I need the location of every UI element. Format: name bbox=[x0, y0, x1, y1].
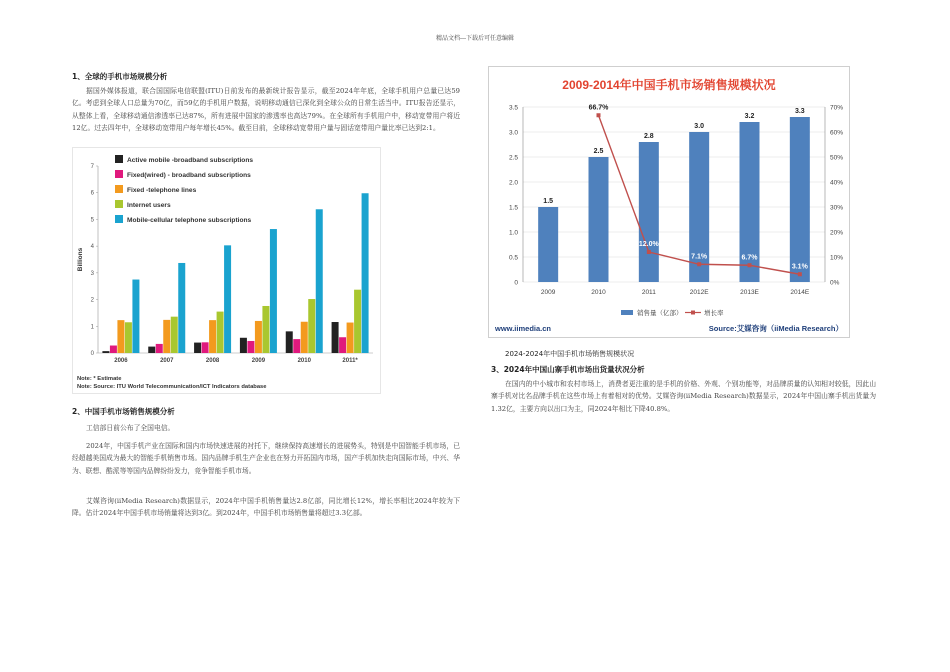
y-tick-label: 1 bbox=[90, 324, 94, 331]
y-tick-label: 6 bbox=[90, 190, 94, 197]
bar bbox=[262, 306, 269, 353]
x-tick-label: 2009 bbox=[251, 358, 266, 364]
x-tick-label: 2011* bbox=[342, 358, 358, 364]
y-tick-label: 2.5 bbox=[508, 154, 518, 162]
bar bbox=[347, 323, 354, 353]
source-url: www.iimedia.cn bbox=[495, 324, 551, 333]
y-tick-label: 0 bbox=[90, 351, 94, 357]
bar bbox=[301, 322, 308, 353]
bar bbox=[148, 347, 155, 353]
y-tick-label: 1.0 bbox=[508, 229, 518, 237]
page-header: 精品文档---下载后可任意编辑 bbox=[435, 35, 515, 42]
y2-tick-label: 70% bbox=[830, 104, 844, 112]
chart-title: 2009-2014年中国手机市场销售规模状况 bbox=[562, 78, 776, 92]
bar bbox=[132, 280, 139, 353]
x-tick-label: 2010 bbox=[591, 289, 606, 296]
bar bbox=[255, 321, 262, 353]
bar bbox=[125, 322, 132, 353]
y2-tick-label: 20% bbox=[830, 229, 844, 237]
bar bbox=[156, 344, 163, 353]
y-tick-label: 3.0 bbox=[508, 129, 518, 137]
bar bbox=[308, 299, 315, 353]
x-tick-label: 2009 bbox=[540, 289, 556, 296]
y-tick-label: 0.5 bbox=[508, 254, 518, 262]
bar-data-label: 3.3 bbox=[794, 108, 805, 115]
bar bbox=[194, 343, 201, 353]
section1-heading: 1、全球的手机市场规模分析 bbox=[72, 72, 168, 81]
section2-paragraph-3: 艾媒咨询(iiMedia Research)数据显示，2024年中国手机销售量达2.8亿部，同比增长12%，增长率相比2024年较为下降。估计2024年中国手机市场销量将达到3亿。到2024年，中国手机市场销售量将超过3.3亿部。 bbox=[72, 497, 460, 518]
bar bbox=[589, 157, 609, 282]
section1-paragraph: 据国外媒体报道，联合国国际电信联盟(ITU)日前发布的最新统计报告显示，截至2024年年底，全球手机用户总量已达59亿。考虑到全球人口总量为70亿，而59亿的手机用户数据，说明移动通信已深化到全球公众的日常生活当中。ITU报告还显示，从整体上看，全球移动通信渗透率已达87%，所有进展中国家的渗透率也高达79%。在全球所有手机用户中，移动宽带用户将近12亿。过去四年中，全球移动宽带用户每年增长45%。截至目前，全球移动宽带用户量与固话宽带用户量比率已达到2:1。 bbox=[72, 87, 460, 133]
y-tick-label: 2.0 bbox=[508, 179, 518, 187]
growth-data-label: 7.1% bbox=[691, 253, 708, 261]
section2-paragraph-2: 2024年，中国手机产业在国际和国内市场快速进展的衬托下，继续保持高速增长的进展势头，特别是中国智能手机市场，已经超越美国成为最大的智能手机销售市场。国内品牌手机生产企业也在努力开拓国内市场，国产手机加快走向国际市场，中兴、华为、联想、酷派等等国内品牌纷纷发力，竞争智能手机市场。 bbox=[72, 442, 460, 475]
legend-swatch bbox=[115, 200, 123, 208]
growth-data-label: 12.0% bbox=[638, 241, 659, 248]
bar bbox=[110, 346, 117, 353]
growth-data-label: 66.7% bbox=[588, 104, 609, 112]
y-tick-label: 0 bbox=[514, 279, 518, 287]
section2-heading: 2、中国手机市场销售规模分析 bbox=[72, 407, 175, 416]
chart-source: Note: Source: ITU World Telecommunication/ICT Indicators database bbox=[77, 384, 267, 390]
section2-paragraph-1: 工信部日前公布了全国电信。 bbox=[86, 424, 175, 432]
y-tick-label: 3 bbox=[90, 270, 94, 277]
legend-swatch bbox=[115, 185, 123, 193]
chart2-caption: 2024-2024年中国手机市场销售规模状况 bbox=[505, 350, 635, 358]
y-tick-label: 2 bbox=[90, 297, 94, 304]
y-tick-label: 1.5 bbox=[508, 204, 518, 212]
bar bbox=[117, 320, 124, 353]
bar-data-label: 1.5 bbox=[543, 198, 554, 205]
y2-tick-label: 30% bbox=[830, 204, 844, 212]
x-tick-label: 2012E bbox=[689, 289, 709, 296]
x-tick-label: 2007 bbox=[160, 358, 174, 364]
y2-tick-label: 10% bbox=[830, 254, 844, 262]
bar bbox=[202, 342, 209, 353]
bar bbox=[102, 351, 109, 353]
growth-point bbox=[597, 113, 601, 117]
legend-label: Fixed -telephone lines bbox=[127, 187, 197, 194]
legend-label-growth: 增长率 bbox=[704, 310, 724, 317]
source-credit: Source:艾媒咨询（iiMedia Research） bbox=[708, 324, 843, 333]
growth-point bbox=[748, 263, 752, 267]
bar bbox=[224, 245, 231, 353]
bar bbox=[163, 320, 170, 353]
legend-swatch bbox=[115, 170, 123, 178]
bar bbox=[339, 337, 346, 353]
legend-swatch bbox=[115, 155, 123, 163]
y-tick-label: 5 bbox=[90, 217, 94, 224]
bar bbox=[217, 312, 224, 353]
bar bbox=[209, 320, 216, 353]
bar bbox=[286, 331, 293, 353]
bar bbox=[240, 338, 247, 353]
growth-point bbox=[697, 262, 701, 266]
y-tick-label: 7 bbox=[90, 164, 94, 170]
chart-note: Note: * Estimate bbox=[77, 376, 122, 382]
bar bbox=[332, 322, 339, 353]
bar bbox=[354, 290, 361, 353]
bar-data-label: 3.0 bbox=[694, 123, 705, 130]
bar-data-label: 2.8 bbox=[643, 133, 654, 140]
growth-data-label: 3.1% bbox=[791, 263, 808, 271]
y-tick-label: 3.5 bbox=[508, 104, 518, 112]
legend-label: Fixed(wired) - broadband subscriptions bbox=[127, 172, 251, 179]
x-tick-label: 2010 bbox=[297, 358, 311, 364]
bar bbox=[270, 229, 277, 353]
y2-tick-label: 60% bbox=[830, 129, 844, 137]
bar bbox=[538, 207, 558, 282]
y2-tick-label: 40% bbox=[830, 179, 844, 187]
bar bbox=[171, 317, 178, 353]
y2-tick-label: 0% bbox=[830, 279, 840, 287]
bar bbox=[639, 142, 659, 282]
y-axis-label: Billions bbox=[77, 247, 84, 272]
x-tick-label: 2008 bbox=[205, 358, 220, 364]
growth-point bbox=[647, 250, 651, 254]
bar bbox=[790, 117, 810, 282]
legend-swatch bbox=[115, 215, 123, 223]
bar bbox=[316, 209, 323, 353]
x-tick-label: 2006 bbox=[114, 358, 128, 364]
y2-tick-label: 50% bbox=[830, 154, 844, 162]
global-subscriptions-chart bbox=[72, 147, 381, 394]
section3-paragraph: 在国内的中小城市和农村市场上，消费者更注重的是手机的价格、外观、个别功能等，对品牌质量的认知相对较低，因此山寨手机对比名品牌手机在这些市场上有着相对的优势。艾媒咨询(iiMedia Research)数据显示，2024年中国山寨手机出货量为1.32亿，主要方向以出口为主，同2024年相比下降40.8%。 bbox=[491, 380, 876, 413]
x-tick-label: 2013E bbox=[740, 289, 759, 296]
china-sales-chart-svg bbox=[489, 67, 849, 337]
x-tick-label: 2014E bbox=[790, 289, 810, 296]
bar-data-label: 3.2 bbox=[744, 113, 755, 120]
bar bbox=[293, 339, 300, 353]
legend-swatch-growth-marker bbox=[691, 311, 695, 315]
legend-swatch-sales bbox=[621, 310, 633, 315]
x-tick-label: 2011 bbox=[641, 289, 656, 296]
legend-label: Mobile-cellular telephone subscriptions bbox=[127, 217, 252, 224]
growth-point bbox=[798, 272, 802, 276]
legend-label: Internet users bbox=[127, 202, 171, 209]
y-tick-label: 4 bbox=[90, 244, 94, 251]
legend-label: Active mobile -broadband subscriptions bbox=[127, 157, 254, 164]
china-sales-chart bbox=[488, 66, 850, 338]
section3-heading: 3、2024年中国山寨手机市场出货量状况分析 bbox=[491, 365, 645, 374]
legend-label-sales: 销售量（亿部） bbox=[637, 310, 683, 317]
global-subscriptions-chart-svg bbox=[73, 148, 380, 393]
growth-data-label: 6.7% bbox=[741, 254, 758, 262]
bar bbox=[247, 341, 254, 353]
bar bbox=[362, 193, 369, 353]
bar bbox=[178, 263, 185, 353]
bar-data-label: 2.5 bbox=[593, 148, 604, 155]
